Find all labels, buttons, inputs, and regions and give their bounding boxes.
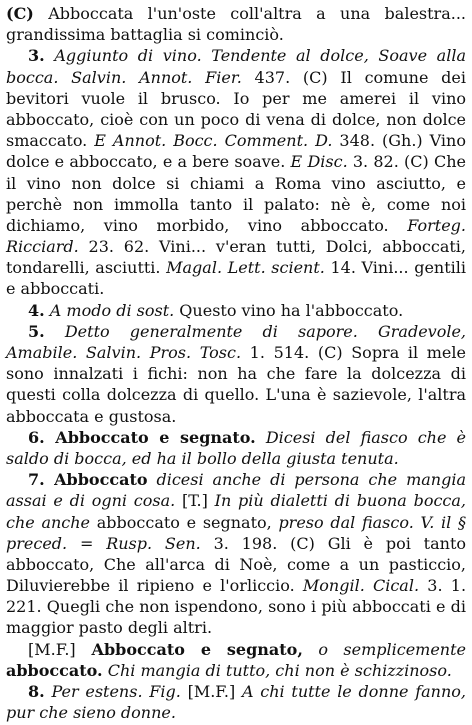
citation: Rusp. Sen. (106, 533, 201, 553)
example-continuation (6, 3, 466, 45)
sense-definition: dicesi anche di persona che mangia assai e di ogni cosa. (6, 470, 467, 511)
editor-tag: [M.F.] (28, 639, 76, 659)
example-text: 3. 82. (C) Che il vino non dolce si chiami a Roma vino asciutto, e perchè non immolla tanto il palato: nè è, come noi dichiamo, vino morbido, vino abboccato. (6, 152, 467, 235)
sense-4 (6, 300, 466, 321)
sense-definition: A modo di sost. (44, 300, 175, 320)
editor-tag: [M.F.] (180, 682, 236, 701)
sense-number: 4. (28, 300, 45, 320)
sense-7 (6, 469, 466, 639)
example-text: 3. 1. 221. Quegli che non ispendono, sono i più abboccati e di maggior pasto degli altri. (6, 576, 467, 638)
example-text: 14. Vini... gentili e abboccati. (6, 258, 467, 299)
sense-definition: Per estens. Fig. (44, 682, 181, 701)
citation: E Annot. Bocc. Comment. D. (94, 131, 333, 151)
example-text: 23. 62. Vini... v'eran tutti, Dolci, abboccati, tondarelli, asciutti. (6, 237, 466, 278)
sub-headword: abboccato. (6, 660, 103, 680)
sub-headword: Abboccato e segnato, (75, 639, 303, 659)
sense-definition: In più dialetti di buona bocca, che anche (6, 491, 466, 532)
sense-definition: Dicesi del fiasco che è saldo di bocca, ed ha il bollo della giusta tenuta. (6, 427, 466, 468)
editor-tag: [T.] (175, 491, 208, 511)
sense-definition: preso dal fiasco. V. il § preced. (6, 512, 466, 553)
sense-number: 5. (28, 321, 45, 341)
sense-definition: o semplicemente (302, 639, 467, 659)
sense-number: 3. (28, 46, 45, 66)
example-text: abboccato e segnato, (90, 512, 279, 532)
sense-3 (6, 45, 466, 299)
sense-6 (6, 427, 466, 469)
citation: Magal. Lett. scient. (166, 258, 325, 278)
example-text: Questo vino ha l'abboccato. (174, 300, 404, 320)
citation: Mongil. Cical. (302, 576, 420, 596)
example-text: Abboccata l'un'oste coll'altra a una balestra... grandissima battaglia si cominciò. (6, 4, 466, 45)
sub-headword: Abboccato (44, 470, 148, 490)
example-text: 1. 514. (C) Sopra il mele sono innalzati i fichi: non ha che fare la dolcezza di questi colla dolcezza di quello. L'una è sazievole, l'altra abboccata e gustosa. (6, 343, 466, 426)
sub-headword: Abboccato e segnato. (44, 427, 256, 447)
example-text: 348. (Gh.) Vino dolce e abboccato, e a bere soave. (6, 131, 466, 172)
sense-8 (6, 681, 466, 723)
citation: E Disc. (290, 152, 348, 172)
editor-note (6, 639, 466, 681)
source-marker: (C) (6, 4, 34, 23)
sense-definition: Chi mangia di tutto, chi non è schizzinoso. (102, 660, 452, 680)
sense-number: 6. (28, 427, 45, 447)
citation: Forteg. Ricciard. (6, 215, 466, 257)
sense-definition: A chi tutte le donne fanno, pur che sieno donne. (6, 682, 466, 723)
sense-5 (6, 321, 466, 427)
sense-definition: Aggiunto di vino. Tendente al dolce, Soave alla bocca. Salvin. Annot. Fier. (6, 46, 466, 87)
sense-number: 8. (28, 682, 45, 701)
sense-number: 7. (28, 470, 45, 490)
example-text: 3. 198. (C) Gli è poi tanto abboccato, Che all'arca di Noè, come a un pasticcio, Diluvierebbe il ripieno e l'orliccio. (6, 533, 467, 596)
separator: = (67, 533, 107, 553)
sense-definition: Detto generalmente di sapore. Gradevole, Amabile. Salvin. Pros. Tosc. (6, 321, 466, 362)
example-text: 437. (C) Il comune dei bevitori vuole il brusco. Io per me amerei il vino abboccato, cioè con un poco di vena di dolce, non dolce smaccato. (6, 67, 467, 151)
